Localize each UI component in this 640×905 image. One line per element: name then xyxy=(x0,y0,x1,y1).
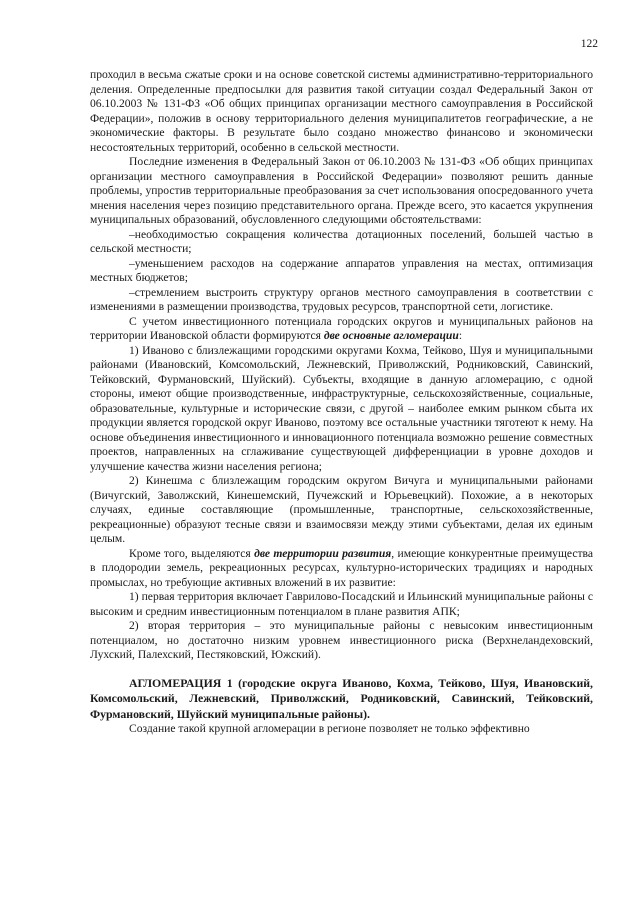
list-item: –уменьшением расходов на содержание аппаратов управления на местах, оптимизация местных бюджетов; xyxy=(90,256,593,284)
paragraph-text: : xyxy=(458,329,463,342)
page-body xyxy=(90,68,593,737)
paragraph: Создание такой крупной агломерации в регионе позволяет не только эффективно xyxy=(129,722,530,735)
paragraph-text: , имеющие конкурентные преимущества в плодородии земель, рекреационных ресурсах, культурно-исторических традициях и народных промыслах, но требующие активных вложений в их развитие: xyxy=(90,546,594,589)
paragraph xyxy=(90,315,593,344)
emphasis: две основные агломерации xyxy=(323,329,459,342)
list-item: –необходимостью сокращения количества дотационных поселений, большей частью в сельской местности; xyxy=(90,227,593,255)
section-heading: АГЛОМЕРАЦИЯ 1 (городские округа Иваново, Кохма, Тейково, Шуя, Ивановский, Комсомольский, Лежневский, Приволжский, Родниковский, Савинский, Тейковский, Фурмановский, Шуйский муниципальные районы). xyxy=(90,675,593,721)
page-number: 122 xyxy=(580,38,598,50)
list-item: 2) вторая территория – это муниципальные районы с невысоким инвестиционным потенциалом, но достаточно низким уровнем инвестиционного риска (Верхнеландеховский, Лухский, Палехский, Пестяковский, Южский). xyxy=(90,619,593,661)
paragraph-text: Кроме того, выделяются xyxy=(129,546,255,560)
list-item: 1) первая территория включает Гаврилово-Посадский и Ильинский муниципальные районы с высоким и средним инвестиционным потенциалом в плане развития АПК; xyxy=(90,590,593,618)
emphasis: две территории развития xyxy=(254,546,392,560)
paragraph: проходил в весьма сжатые сроки и на основе советской системы административно-территориального деления. Определенные предпосылки для развития такой ситуации создал Федеральный Закон от 06.10.2003 № 131-ФЗ «Об общих принципах организации местного самоуправления в Российской Федерации», положив в основу территориального деления муниципалитетов географические, а не экономические факторы. В результате было создано множество финансово и экономически несостоятельных территорий, особенно в сельской местности. xyxy=(90,68,593,154)
paragraph-text: С учетом инвестиционного потенциала городских округов и муниципальных районов на территории Ивановской области формируются xyxy=(90,314,593,342)
list-item: 2) Кинешма с близлежащим городским округом Вичуга и муниципальными районами (Вичугский, Заволжский, Кинешемский, Пучежский и Юрьевецкий). Похожие, а в некоторых случаях, единые составляющие (промышленные, транспортные, сельскохозяйственные, рекреационные) образуют тесные связи и взаимосвязи между этими субъектами, делая их единым целым. xyxy=(90,474,593,545)
list-item: –стремлением выстроить структуру органов местного самоуправления в соответствии с изменениями в размещении производства, трудовых ресурсов, транспортной сети, логистике. xyxy=(90,285,593,313)
paragraph xyxy=(90,547,593,591)
paragraph: Последние изменения в Федеральный Закон от 06.10.2003 № 131-ФЗ «Об общих принципах организации местного самоуправления в Российской Федерации» позволяют решить данные проблемы, упростив территориальные преобразования за счет использования опосредованного учета мнения населения через позицию представительного органа. Прежде всего, это касается укрупнения муниципальных образований, обусловленного следующими обстоятельствами: xyxy=(90,155,593,226)
list-item: 1) Иваново с близлежащими городскими округами Кохма, Тейково, Шуя и муниципальными районами (Ивановский, Комсомольский, Лежневский, Приволжский, Родниковский, Савинский, Тейковский, Фурмановский, Шуйский). Субъекты, входящие в данную агломерацию, с одной стороны, имеют общие производственные, инфраструктурные, сельскохозяйственные, социальные, образовательные, культурные и исторические связи, с другой – наиболее емким рынком сбыта их продукции является городской округ Иваново, поэтому все остальные участники тяготеют к нему. На основе объединения инвестиционного и инновационного потенциала возможно решение совместных проектов, направленных на сглаживание существующей дифференциации в уровне доходов и улучшение качества жизни населения региона; xyxy=(90,343,593,473)
